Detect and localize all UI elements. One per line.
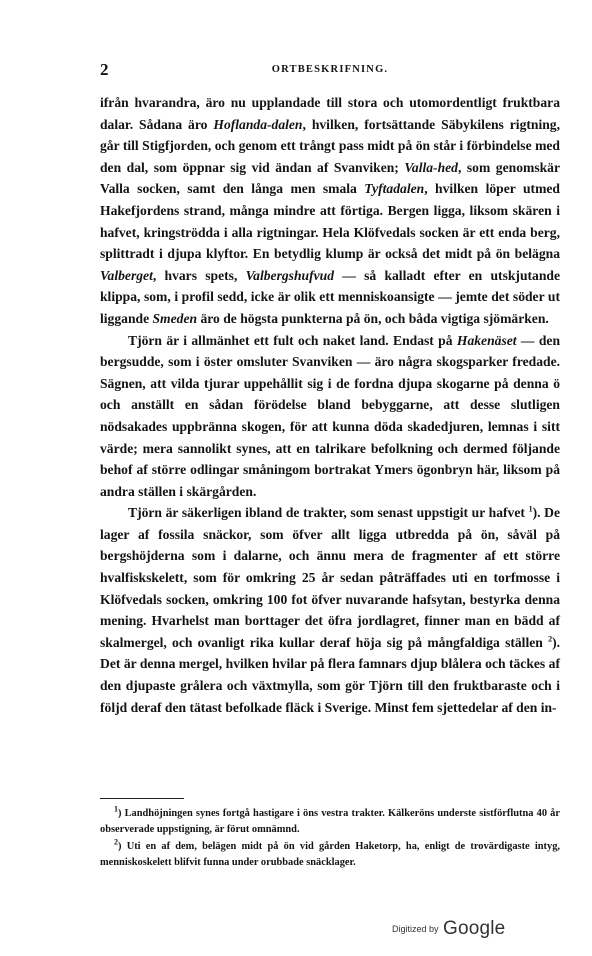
footnotes [100, 806, 560, 872]
page-header [100, 60, 560, 80]
page-number: 2 [100, 60, 109, 79]
paragraph [100, 330, 560, 503]
text-run: Tjörn är säkerligen ibland de trakter, som senast uppstigit ur hafvet [128, 505, 529, 521]
text-run: , hvilken, fortsättande Säbykilens rigtning, går till Stigfjorden, och genom ett trångt pass midt på ön står i förbindelse med den dal, som öppnar sig vid ändan af Svanviken; [100, 116, 561, 175]
text-run: ifrån hvarandra, äro nu upplandade till stora och utomordentligt fruktbara dalar. Sådana äro [100, 95, 560, 132]
text-run: ). De lager af fossila snäckor, som öfver allt ligga utbredda på ön, såväl på bergshöjderna som i dalarne, och ännu mera de fragmenter af ett större hvalfiskskelett, som för omkring 25 år sedan påträffades uti en torfmosse i Klöfvedals socken, omkring 100 fot öfver nuvarande hafsytan, bestyrka denna mening. Hvarhelst man borttager det öfra jordlagret, finner man en bädd af skalmergel, och ovanligt rika kullar deraf höja sig på mångfaldiga ställen [100, 505, 560, 650]
italic-term: Hoflanda-dalen [213, 116, 303, 132]
footnote [100, 839, 560, 870]
text-run: — så kalladt efter en utskjutande klippa, som, i profil sedd, icke är olik ett menniskoansigte — jemte det söder ut liggande [100, 267, 560, 326]
digitized-by-google-watermark [392, 918, 505, 940]
italic-term: Valbergshufvud [245, 267, 334, 283]
italic-term: Tyftadalen [364, 181, 425, 197]
footnote-mark: 1 [114, 804, 118, 814]
footnote [100, 806, 560, 837]
text-run: ). Det är denna mergel, hvilken hvilar på flera famnars djup blålera och täckes af den djupaste grålera och växtmylla, som gör Tjörn till den fruktbaraste och i följd deraf den tätast befolkade fläck i Sverige. Minst fem sjettedelar af den in- [100, 634, 560, 715]
italic-term: Smeden [152, 310, 198, 326]
paragraph [100, 502, 560, 718]
paragraph [100, 92, 560, 330]
text-run: , som genomskär Valla socken, samt den långa men smala [100, 159, 560, 197]
footnote-ref: 2 [548, 634, 553, 644]
text-run: , hvars spets, [152, 267, 246, 283]
text-run: Tjörn är i allmänhet ett fult och naket land. Endast på [128, 332, 457, 348]
running-title: ORTBESKRIFNING. [271, 64, 389, 75]
footnote-text: ) Uti en af dem, belägen midt på ön vid gården Haketorp, ha, enligt de trovärdigaste intyg, menniskoskelett blifvit funna under orubbade snäcklager. [100, 841, 560, 868]
text-run: , hvilken löper utmed Hakefjordens strand, många mindre att förtiga. Bergen ligga, liksom skären i hafvet, kringströdda i alla rigtningar. Hela Klöfvedals socken är ett enda berg, splittradt i djupa klyftor. En betydlig klump är också det midt på ön belägna [100, 181, 560, 262]
text-run: äro de högsta punkterna på ön, och båda vigtiga sjömärken. [197, 310, 549, 326]
italic-term: Hakenäset [456, 332, 517, 348]
footnote-ref: 1 [528, 504, 533, 514]
watermark-caption: Digitized by [392, 924, 439, 934]
italic-term: Valla-hed [404, 159, 458, 175]
footnote-mark: 2 [114, 837, 118, 847]
text-run: — den bergsudde, som i öster omsluter Svanviken — äro några skogsparker fredade. Sägnen, att vilda tjurar uppehållit sig i de fordna djupa skogarne på denna ö och anställt en sådan förödelse bland bebyggarne, att desse slutligen nödsakades uppbränna skogen, för att kunna döda skadedjuren, lemnas i sitt värde; mera sannolikt synes, att en talrikare befolkning och dermed följande behof af större odlingar småningom bortrakat Ymers ögonbryn här, liksom på andra ställen i skärgården. [100, 332, 560, 499]
google-logo: Google [442, 918, 506, 939]
italic-term: Valberget [100, 267, 153, 283]
footnote-text: ) Landhöjningen synes fortgå hastigare i öns vestra trakter. Kälkeröns underste sistförflutna 40 år observerade uppstigning, är förut omnämnd. [100, 808, 560, 835]
footnote-divider [100, 798, 184, 799]
body-text [100, 92, 560, 718]
